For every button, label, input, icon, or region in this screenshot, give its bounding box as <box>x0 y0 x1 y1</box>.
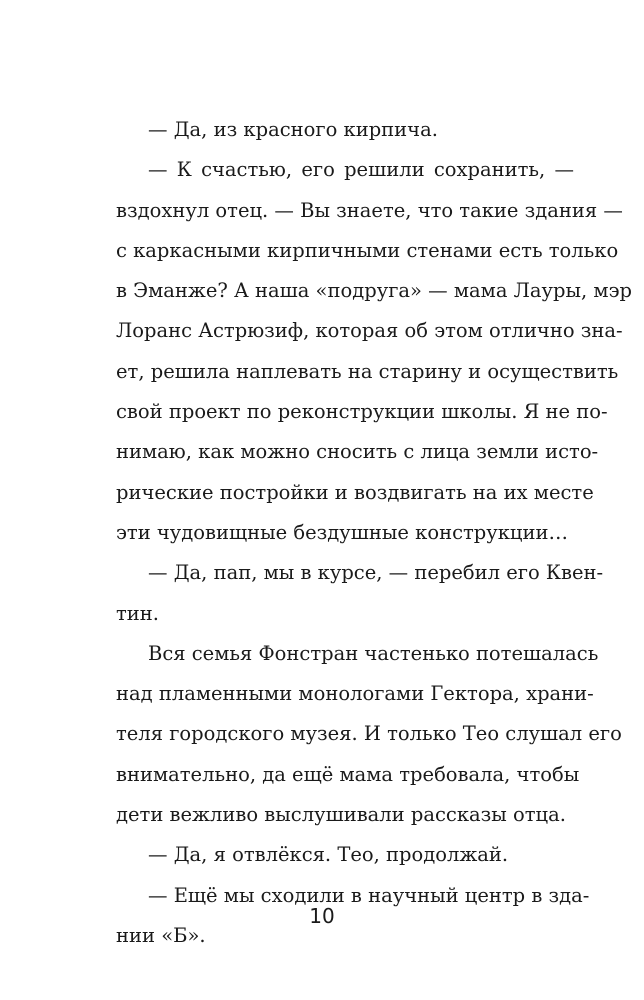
text-line: Лоранс Астрюзиф, которая об этом отлично зна- <box>116 319 623 343</box>
text-line: — Да, из красного кирпича. <box>148 118 438 141</box>
text-line: рические постройки и воздвигать на их месте <box>116 480 594 504</box>
text-line: дети вежливо выслушивали рассказы отца. <box>116 803 566 827</box>
text-line: — Да, пап, мы в курсе, — перебил его Квен- <box>148 561 604 585</box>
text-line: теля городского музея. И только Тео слушал его <box>116 722 622 746</box>
text-line: эти чудовищные бездушные конструкции… <box>116 520 568 544</box>
text-line: над пламенными монологами Гектора, храни- <box>116 682 594 706</box>
text-line: вздохнул отец. — Вы знаете, что такие здания — <box>116 198 623 222</box>
text-line: нимаю, как можно сносить с лица земли исто- <box>116 440 599 464</box>
page-number: 10 <box>309 904 335 928</box>
text-line: Вся семья Фонстран частенько потешалась <box>148 641 599 665</box>
page-text <box>116 110 632 956</box>
text-line: — Ещё мы сходили в научный центр в зда- <box>148 883 590 907</box>
text-line: внимательно, да ещё мама требовала, чтобы <box>116 762 580 786</box>
text-line: — Да, я отвлёкся. Тео, продолжай. <box>148 843 509 867</box>
text-line: ет, решила наплевать на старину и осуществить <box>116 359 619 383</box>
text-line: — К счастью, его решили сохранить, — <box>148 158 574 182</box>
text-line: в Эманже? А наша «подруга» — мама Лауры, мэр <box>116 279 632 303</box>
text-line: свой проект по реконструкции школы. Я не по- <box>116 400 608 424</box>
text-line: нии «Б». <box>116 923 206 947</box>
text-line: тин. <box>116 601 159 625</box>
text-line: с каркасными кирпичными стенами есть только <box>116 238 619 262</box>
